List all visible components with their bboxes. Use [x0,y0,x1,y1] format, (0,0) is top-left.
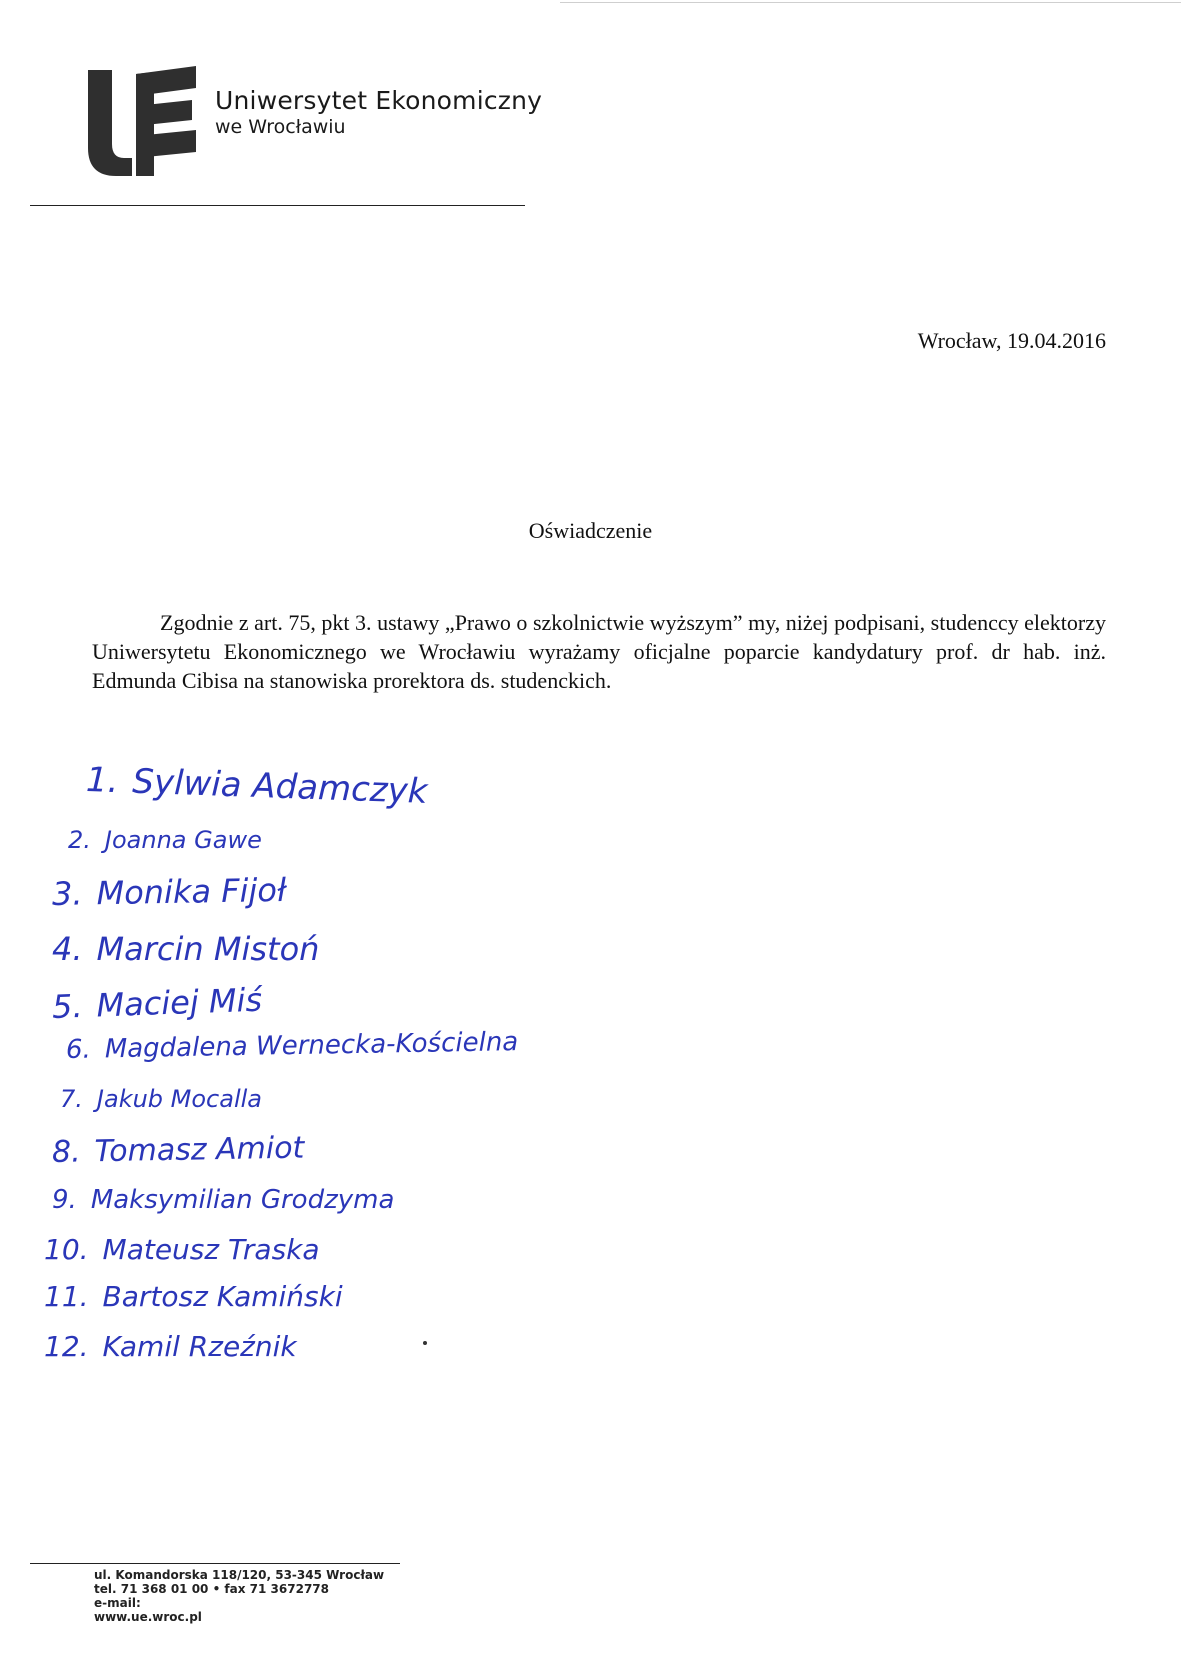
signature-6 [66,1027,519,1065]
signature-name: Maksymilian Grodzyma [90,1185,395,1215]
signature-8 [52,1131,305,1170]
signature-number: 6. [65,1034,92,1065]
signature-10 [44,1233,320,1266]
signature-9 [52,1185,394,1215]
footer-contact [94,1568,384,1624]
signature-number: 9. [52,1185,77,1215]
signature-2 [68,826,262,854]
university-name: Uniwersytet Ekonomiczny [215,86,543,115]
signature-number: 12. [44,1330,89,1363]
signature-name: Kamil Rzeźnik [102,1330,297,1363]
signature-number: 11. [44,1280,89,1313]
scan-edge-line [560,2,1181,3]
footer-website[interactable]: www.ue.wroc.pl [94,1610,202,1624]
signature-11 [44,1280,343,1313]
university-city: we Wrocławiu [215,116,346,138]
signature-name: Bartosz Kamiński [102,1280,343,1313]
signature-12 [44,1330,297,1363]
signature-number: 3. [51,874,83,913]
signature-name: Sylwia Adamczyk [131,761,429,812]
header-divider [30,205,525,206]
signature-3 [52,871,287,913]
university-logo-icon [86,66,198,178]
ink-dot [423,1341,427,1345]
footer-divider [30,1563,400,1564]
signature-name: Joanna Gawe [104,826,262,854]
footer-phone-fax: tel. 71 368 01 00 • fax 71 3672778 [94,1582,329,1596]
signature-name: Maciej Miś [95,980,263,1025]
footer-address: ul. Komandorska 118/120, 53-345 Wrocław [94,1568,385,1582]
document-title: Oświadczenie [528,518,653,543]
signature-name: Jakub Mocalla [96,1085,262,1113]
document-date: Wrocław, 19.04.2016 [917,328,1106,353]
footer-email: e-mail: [94,1596,141,1610]
signature-name: Tomasz Amiot [94,1130,305,1170]
signature-number: 8. [51,1134,81,1170]
signature-7 [60,1085,262,1113]
signature-number: 10. [44,1233,89,1266]
signature-number: 5. [51,986,84,1026]
signature-name: Magdalena Wernecka-Kościelna [104,1027,519,1065]
signature-1 [85,760,428,812]
signature-number: 1. [85,760,120,802]
signature-name: Marcin Mistoń [96,930,320,968]
university-logo-text [215,86,542,138]
signature-name: Mateusz Traska [102,1233,320,1266]
signature-number: 4. [52,930,83,968]
signature-5 [51,981,262,1026]
signature-4 [52,930,319,968]
signature-name: Monika Fijoł [96,870,287,913]
document-body: Zgodnie z art. 75, pkt 3. ustawy „Prawo o szkolnictwie wyższym” my, niżej podpisani, studenccy elektorzy Uniwersytetu Ekonomicznego we Wrocławiu wyrażamy oficjalne poparcie kandydatury prof. dr hab. inż. Edmunda Cibisa na stanowiska prorektora ds. studenckich. [92,610,1106,693]
signature-number: 7. [60,1085,83,1113]
signature-number: 2. [68,826,91,854]
